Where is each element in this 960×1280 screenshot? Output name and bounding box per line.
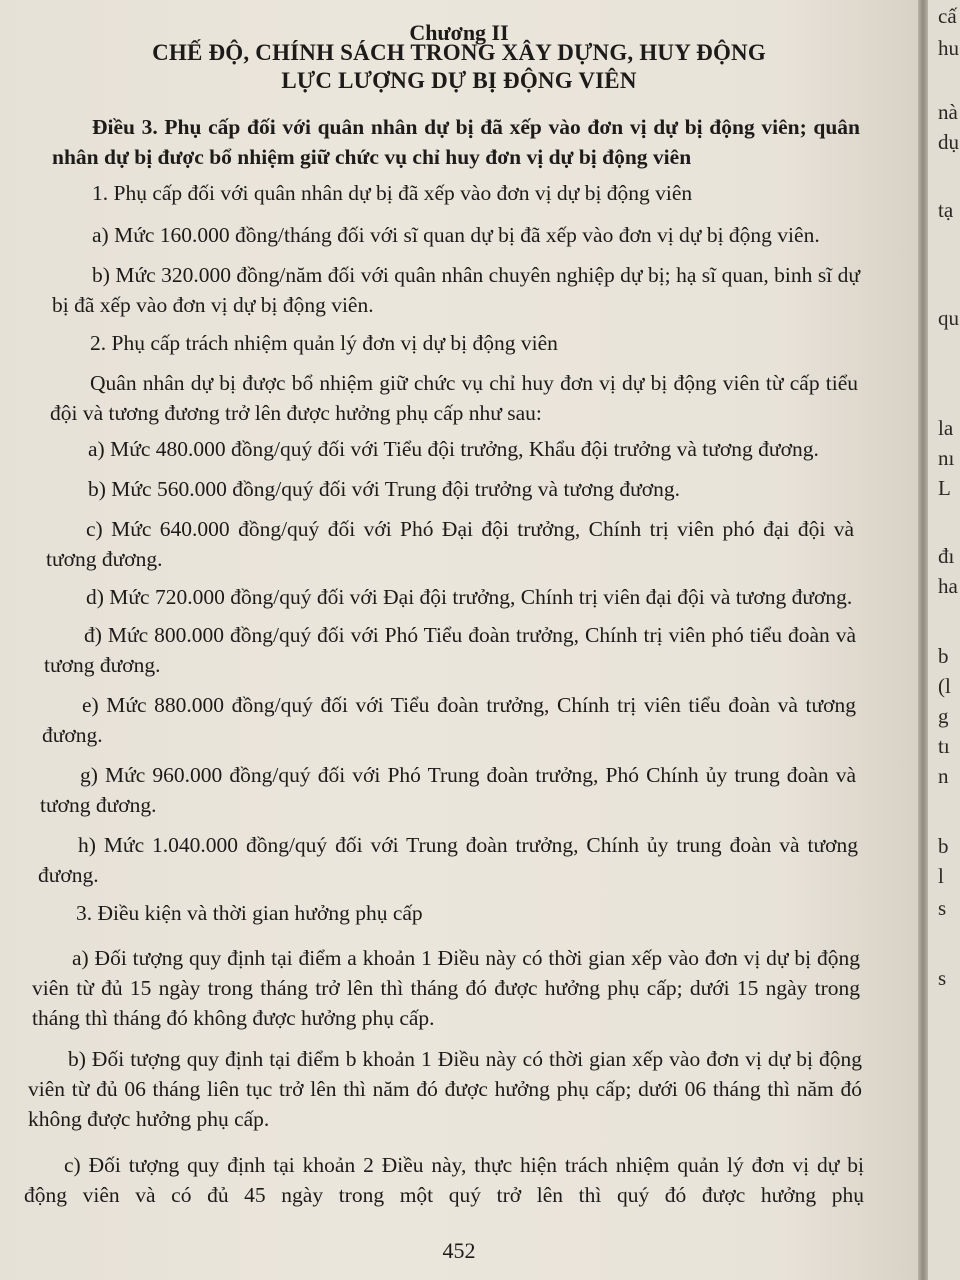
article-heading: Điều 3. Phụ cấp đối với quân nhân dự bị đã xếp vào đơn vị dự bị động viên; quân nhân dự bị được bổ nhiệm giữ chức vụ chỉ huy đơn vị dự bị động viên (52, 115, 860, 169)
paragraph-2h: h) Mức 1.040.000 đồng/quý đối với Trung đoàn trưởng, Chính ủy trung đoàn và tương đương. (38, 833, 858, 887)
paragraph-1b: b) Mức 320.000 đồng/năm đối với quân nhân chuyên nghiệp dự bị; hạ sĩ quan, binh sĩ dự bị đã xếp vào đơn vị dự bị động viên. (52, 263, 860, 317)
book-gutter (918, 0, 928, 1280)
adjacent-fragment: dụ (938, 130, 959, 154)
chapter-title-line-1: CHẾ ĐỘ, CHÍNH SÁCH TRONG XÂY DỰNG, HUY ĐỘNG (152, 40, 766, 65)
adjacent-fragment: l (938, 864, 944, 888)
adjacent-fragment: n (938, 764, 949, 788)
paragraph-1a: a) Mức 160.000 đồng/tháng đối với sĩ quan dự bị đã xếp vào đơn vị dự bị động viên. (92, 223, 820, 247)
paragraph-3a: a) Đối tượng quy định tại điểm a khoản 1 Điều này có thời gian xếp vào đơn vị dự bị động viên từ đủ 15 ngày trong tháng trở lên thì tháng đó được hưởng phụ cấp; dưới 15 ngày trong tháng thì tháng đó không được hưởng phụ cấp. (32, 946, 860, 1030)
chapter-title-line-2: LỰC LƯỢNG DỰ BỊ ĐỘNG VIÊN (281, 68, 637, 93)
adjacent-fragment: b (938, 834, 949, 858)
paragraph-2-intro: Quân nhân dự bị được bổ nhiệm giữ chức vụ chỉ huy đơn vị dự bị động viên từ cấp tiểu đội và tương đương trở lên được hưởng phụ cấp như sau: (50, 371, 858, 425)
chapter-label: Chương II (409, 20, 509, 45)
adjacent-fragment: tạ (938, 198, 954, 222)
adjacent-fragment: đı (938, 544, 955, 568)
paragraph-2c: c) Mức 640.000 đồng/quý đối với Phó Đại đội trưởng, Chính trị viên phó đại đội và tương đương. (46, 517, 854, 571)
adjacent-fragment: nı (938, 446, 955, 470)
adjacent-fragment: qu (938, 306, 959, 330)
paragraph-2d: d) Mức 720.000 đồng/quý đối với Đại đội trưởng, Chính trị viên đại đội và tương đương. (86, 585, 853, 609)
adjacent-fragment: la (938, 416, 954, 440)
paragraph-2g: g) Mức 960.000 đồng/quý đối với Phó Trung đoàn trưởng, Phó Chính ủy trung đoàn và tương đương. (40, 763, 856, 817)
paragraph-3b: b) Đối tượng quy định tại điểm b khoản 1 Điều này có thời gian xếp vào đơn vị dự bị động viên từ đủ 06 tháng liên tục trở lên thì năm đó được hưởng phụ cấp; dưới 06 tháng thì năm đó không được hưởng phụ cấp. (28, 1047, 862, 1131)
adjacent-fragment: g (938, 704, 949, 728)
adjacent-fragment: s (938, 896, 947, 920)
adjacent-fragment: b (938, 644, 949, 668)
adjacent-fragment: (l (938, 674, 951, 698)
adjacent-fragment: s (938, 966, 947, 990)
adjacent-fragment: hu (938, 36, 959, 60)
paragraph-3c: c) Đối tượng quy định tại khoản 2 Điều này, thực hiện trách nhiệm quản lý đơn vị dự bị động viên và có đủ 45 ngày trong một quý trở lên thì quý đó được hưởng phụ (24, 1153, 864, 1207)
paragraph-3: 3. Điều kiện và thời gian hưởng phụ cấp (76, 901, 423, 925)
adjacent-fragment: cấ (938, 4, 957, 28)
paragraph-2: 2. Phụ cấp trách nhiệm quản lý đơn vị dự bị động viên (90, 331, 558, 355)
adjacent-fragment: ha (938, 574, 958, 598)
adjacent-page (928, 0, 960, 1280)
paragraph-2a: a) Mức 480.000 đồng/quý đối với Tiểu đội trưởng, Khẩu đội trưởng và tương đương. (88, 437, 819, 461)
paragraph-2b: b) Mức 560.000 đồng/quý đối với Trung đội trưởng và tương đương. (88, 477, 680, 501)
paragraph-2e: e) Mức 880.000 đồng/quý đối với Tiểu đoàn trưởng, Chính trị viên tiểu đoàn và tương đương. (42, 693, 856, 747)
paragraph-1: 1. Phụ cấp đối với quân nhân dự bị đã xếp vào đơn vị dự bị động viên (92, 181, 693, 205)
adjacent-fragment: tı (938, 734, 950, 758)
adjacent-fragment: nà (938, 100, 958, 124)
paragraph-2dd: đ) Mức 800.000 đồng/quý đối với Phó Tiểu đoàn trưởng, Chính trị viên phó tiểu đoàn và tương đương. (44, 623, 856, 677)
adjacent-fragment: L (938, 476, 951, 500)
page-number: 452 (442, 1238, 476, 1263)
